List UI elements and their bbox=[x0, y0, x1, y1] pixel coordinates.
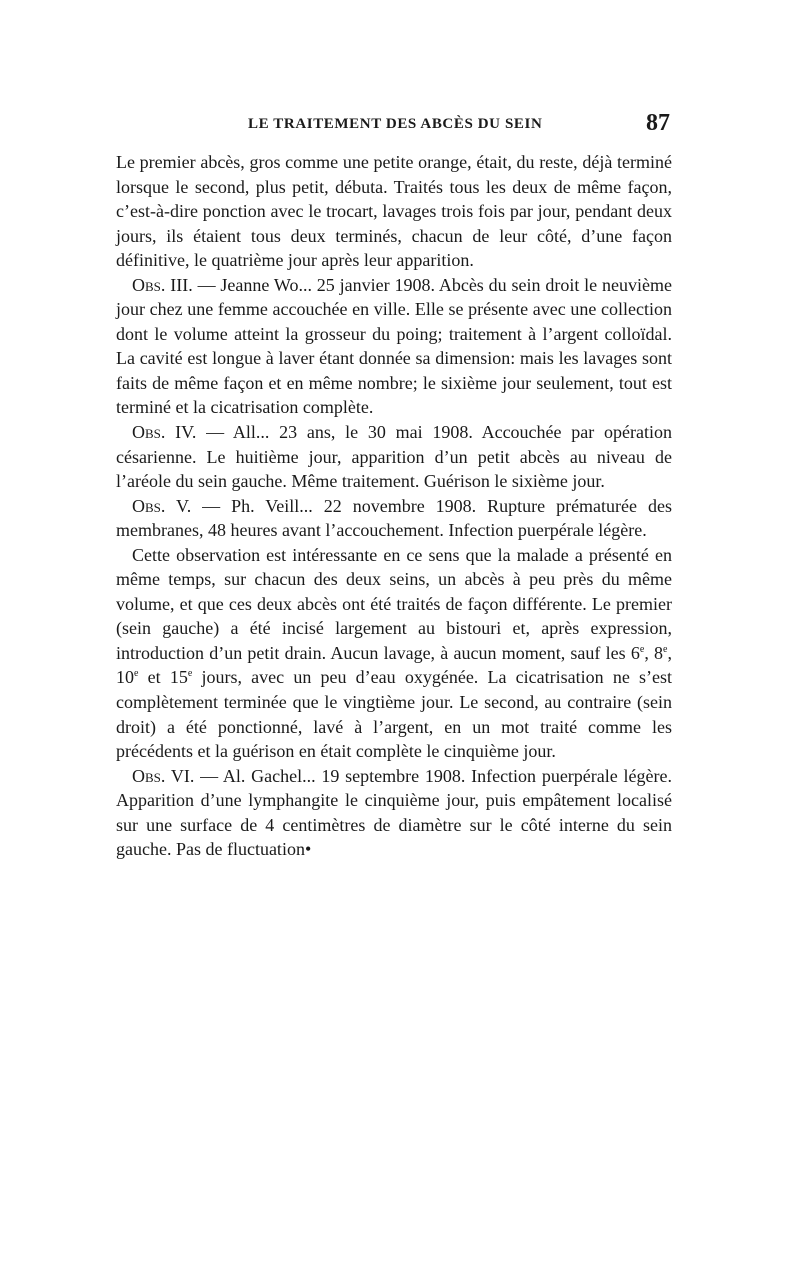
paragraph-continuation bbox=[116, 150, 672, 273]
paragraph-obs-6 bbox=[116, 764, 672, 862]
paragraph-obs-3 bbox=[116, 273, 672, 420]
paragraph-text: — Jeanne Wo... 25 janvier 1908. Abcès du sein droit le neuvième jour chez une femme accouchée en ville. Elle se présente avec une collection dont le volume atteint la grosseur du poing; traitement à l’argent colloïdal. La cavité est longue à laver étant donnée sa dimension: mais les lavages sont faits de même façon et en même nombre; le sixième jour seulement, tout est terminé et la cicatrisation complète. bbox=[116, 274, 672, 418]
book-page bbox=[116, 108, 672, 862]
page-number: 87 bbox=[646, 110, 670, 136]
paragraph-obs-5-discussion bbox=[116, 543, 672, 764]
ordinal-suffix: e bbox=[134, 668, 139, 680]
running-title: LE TRAITEMENT DES ABCÈS DU SEIN bbox=[248, 116, 543, 132]
ordinal-suffix: e bbox=[663, 643, 668, 655]
paragraph-text: Cette observation est intéressante en ce sens que la malade a présenté en même temps, sur chacun des deux seins, un abcès à peu près du même volume, et que ces deux abcès ont été traités de façon différente. Le premier (sein gauche) a été incisé largement au bistouri et, après expression, introduction d’un petit drain. Aucun lavage, à aucun moment, sauf les 6 bbox=[116, 544, 672, 663]
paragraph-text: — All... 23 ans, le 30 mai 1908. Accouchée par opération césarienne. Le huitième jour, apparition d’un petit abcès au niveau de l’aréole du sein gauche. Même traitement. Guérison le sixième jour. bbox=[116, 422, 672, 492]
paragraph-text: Le premier abcès, gros comme une petite orange, était, du reste, déjà terminé lorsque le second, plus petit, débuta. Traités tous les deux de même façon, c’est-à-dire ponction avec le trocart, lavages trois fois par jour, pendant deux jours, ils étaient tous deux terminés, chacun de leur côté, d’une façon définitive, le quatrième jour après leur apparition. bbox=[116, 152, 672, 271]
observation-label: Obs. III. bbox=[132, 274, 193, 295]
ordinal-suffix: e bbox=[187, 668, 193, 680]
observation-label: Obs. IV. bbox=[132, 422, 197, 443]
paragraph-text: et 15 bbox=[138, 667, 188, 688]
paragraph-obs-5 bbox=[116, 494, 672, 543]
paragraph-obs-4 bbox=[116, 420, 672, 494]
body-text bbox=[116, 150, 672, 862]
paragraph-text: — Ph. Veill... 22 novembre 1908. Rupture prématurée des membranes, 48 heures avant l’accouchement. Infection puerpérale légère. bbox=[116, 495, 672, 541]
ordinal-suffix: e bbox=[639, 643, 645, 655]
running-header bbox=[116, 108, 672, 148]
paragraph-text: , 10 bbox=[116, 642, 672, 688]
paragraph-text: , 8 bbox=[644, 642, 664, 663]
paragraph-text: jours, avec un peu d’eau oxygénée. La cicatrisation ne s’est complètement terminée que le vingtième jour. Le second, au contraire (sein droit) a été ponctionné, lavé à l’argent, en un mot traité comme les précédents et la guérison en était complète le cinquième jour. bbox=[116, 667, 672, 762]
observation-label: Obs. V. bbox=[132, 495, 192, 516]
observation-label: Obs. VI. bbox=[132, 765, 195, 786]
paragraph-text: — Al. Gachel... 19 septembre 1908. Infection puerpérale légère. Apparition d’une lymphangite le cinquième jour, puis empâtement localisé sur une surface de 4 centimètres de diamètre sur le côté interne du sein gauche. Pas de fluctuation• bbox=[116, 765, 672, 860]
